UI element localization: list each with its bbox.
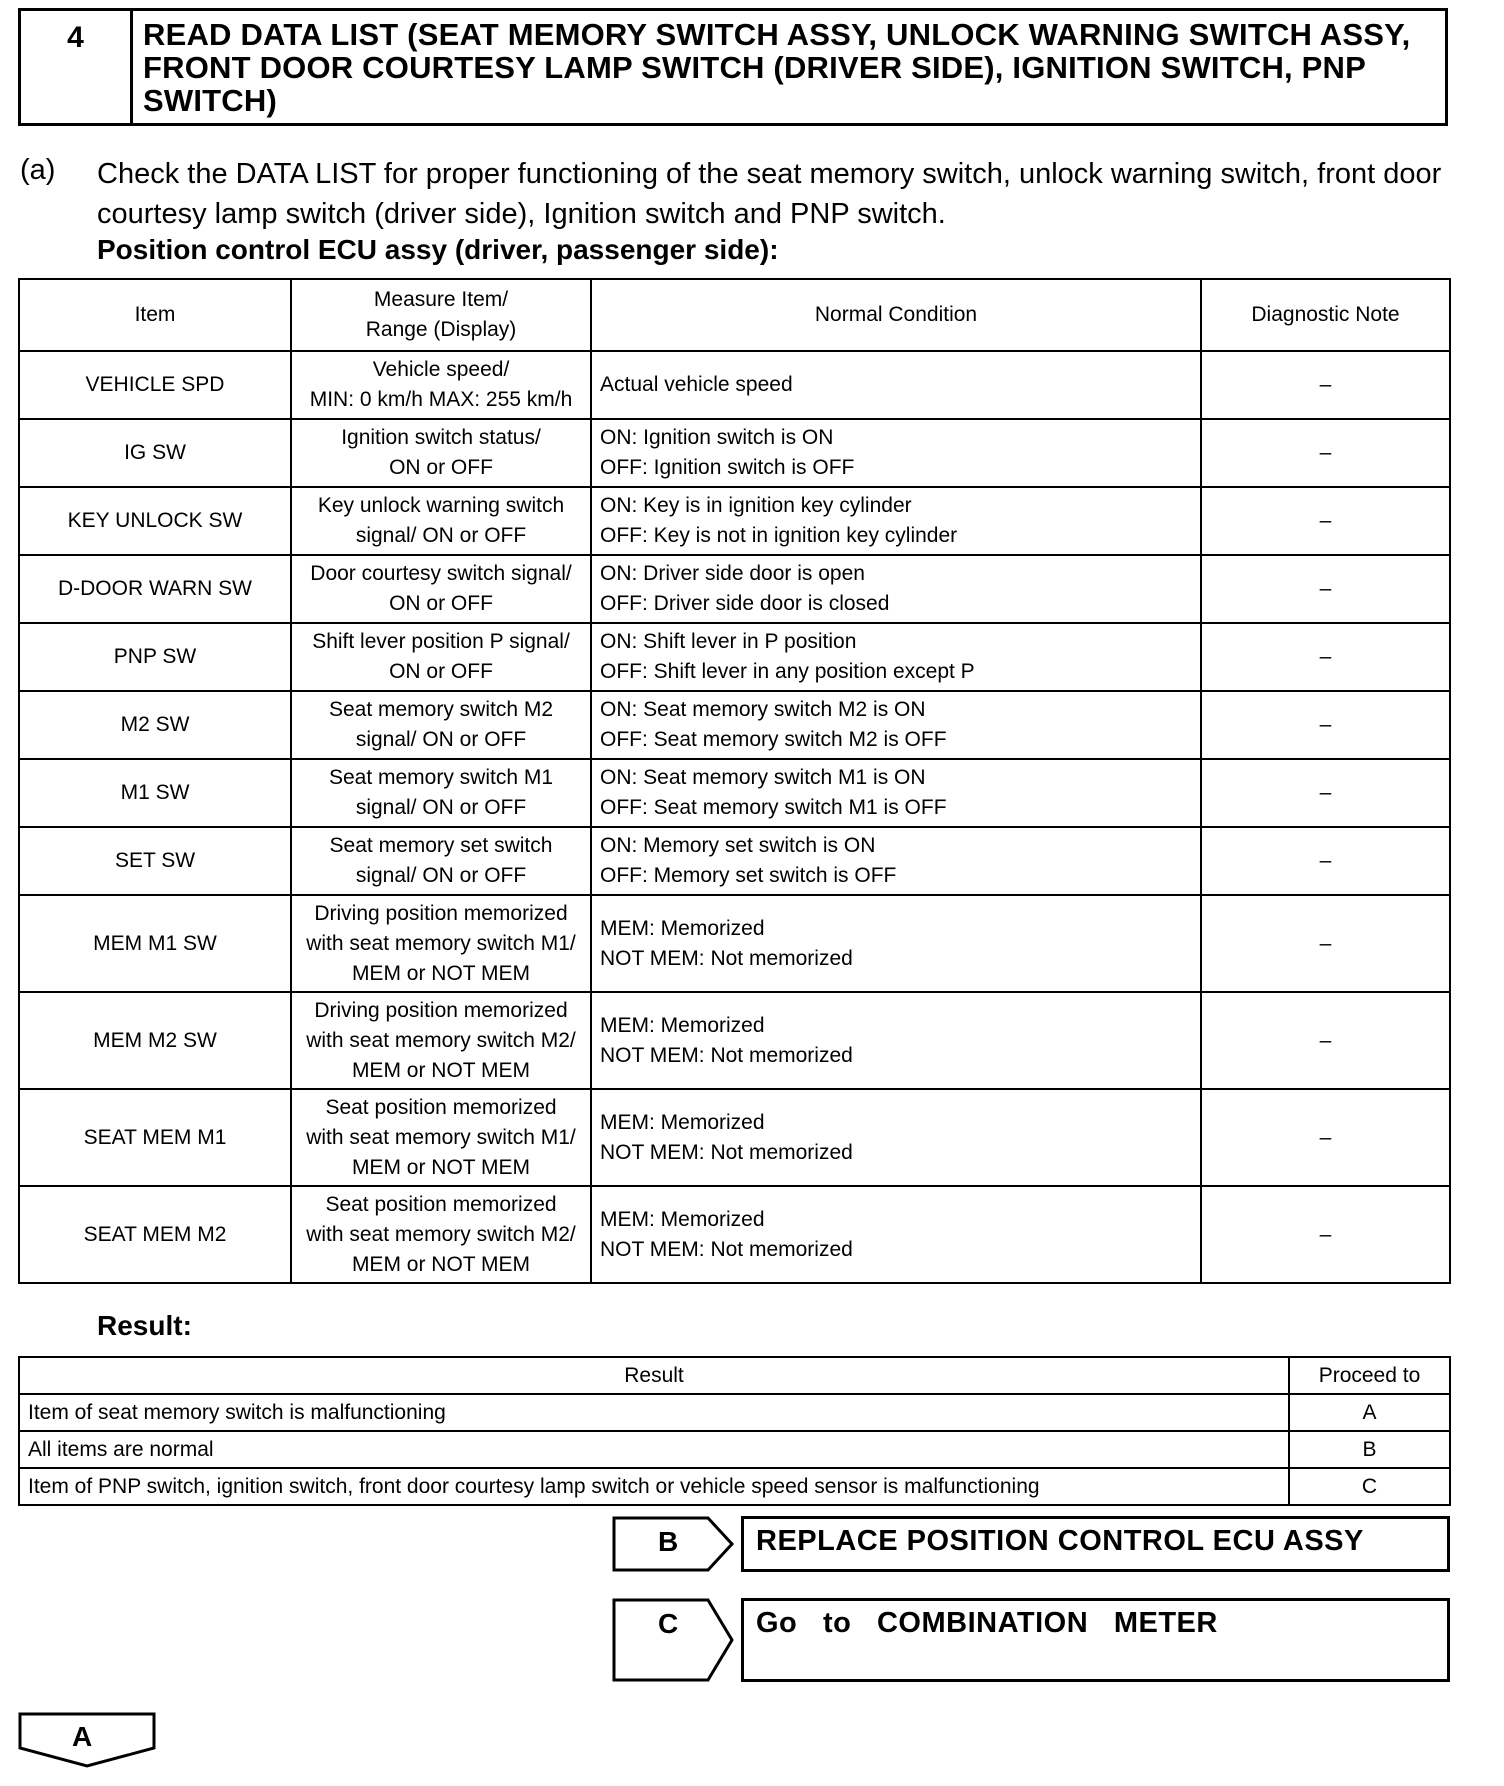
table-row bbox=[19, 895, 1450, 992]
result-row bbox=[19, 1468, 1450, 1505]
cell-measure: Seat memory switch M1 signal/ ON or OFF bbox=[291, 759, 591, 827]
step-title: READ DATA LIST (SEAT MEMORY SWITCH ASSY, UNLOCK WARNING SWITCH ASSY, FRONT DOOR COURTESY LAMP SWITCH (DRIVER SIDE), IGNITION SWITCH, PNP SWITCH) bbox=[143, 17, 1411, 118]
cell-diag: – bbox=[1201, 555, 1450, 623]
cell-item: M1 SW bbox=[19, 759, 291, 827]
cell-diag: – bbox=[1201, 1186, 1450, 1283]
cell-diag: – bbox=[1201, 691, 1450, 759]
cell-measure: Driving position memorized with seat memory switch M2/ MEM or NOT MEM bbox=[291, 992, 591, 1089]
proceed-to: C bbox=[1289, 1468, 1450, 1505]
cell-diag: – bbox=[1201, 759, 1450, 827]
cell-item: SEAT MEM M1 bbox=[19, 1089, 291, 1186]
result-header-proceed: Proceed to bbox=[1289, 1357, 1450, 1394]
instruction-label: (a) bbox=[20, 154, 56, 186]
cell-measure: Key unlock warning switch signal/ ON or OFF bbox=[291, 487, 591, 555]
cell-item: MEM M2 SW bbox=[19, 992, 291, 1089]
table-row bbox=[19, 827, 1450, 895]
cell-item: PNP SW bbox=[19, 623, 291, 691]
table-row bbox=[19, 1089, 1450, 1186]
cell-measure: Shift lever position P signal/ ON or OFF bbox=[291, 623, 591, 691]
table-row bbox=[19, 555, 1450, 623]
cell-normal: Actual vehicle speed bbox=[591, 351, 1201, 419]
result-row bbox=[19, 1431, 1450, 1468]
table-row bbox=[19, 759, 1450, 827]
cell-measure: Seat memory set switch signal/ ON or OFF bbox=[291, 827, 591, 895]
table-row bbox=[19, 623, 1450, 691]
result-text: Item of PNP switch, ignition switch, front door courtesy lamp switch or vehicle speed sensor is malfunctioning bbox=[19, 1468, 1289, 1505]
header-measure: Measure Item/ Range (Display) bbox=[291, 279, 591, 351]
cell-diag: – bbox=[1201, 895, 1450, 992]
table-row bbox=[19, 1186, 1450, 1283]
cell-diag: – bbox=[1201, 487, 1450, 555]
table-row bbox=[19, 691, 1450, 759]
cell-normal: ON: Seat memory switch M2 is ON OFF: Seat memory switch M2 is OFF bbox=[591, 691, 1201, 759]
instruction-text: Check the DATA LIST for proper functioning of the seat memory switch, unlock warning switch, front door courtesy lamp switch (driver side), Ignition switch and PNP switch. bbox=[97, 158, 1442, 230]
cell-diag: – bbox=[1201, 827, 1450, 895]
cell-normal: MEM: Memorized NOT MEM: Not memorized bbox=[591, 1186, 1201, 1283]
data-list-header-row bbox=[19, 279, 1450, 351]
header-normal: Normal Condition bbox=[591, 279, 1201, 351]
table-row bbox=[19, 351, 1450, 419]
result-text: All items are normal bbox=[19, 1431, 1289, 1468]
cell-measure: Door courtesy switch signal/ ON or OFF bbox=[291, 555, 591, 623]
result-heading: Result: bbox=[97, 1310, 192, 1341]
cell-measure: Seat memory switch M2 signal/ ON or OFF bbox=[291, 691, 591, 759]
result-header-row bbox=[19, 1357, 1450, 1394]
cell-normal: MEM: Memorized NOT MEM: Not memorized bbox=[591, 1089, 1201, 1186]
table-row bbox=[19, 419, 1450, 487]
result-header-result: Result bbox=[19, 1357, 1289, 1394]
result-row bbox=[19, 1394, 1450, 1431]
cell-diag: – bbox=[1201, 1089, 1450, 1186]
cell-item: D-DOOR WARN SW bbox=[19, 555, 291, 623]
cell-normal: ON: Ignition switch is ON OFF: Ignition switch is OFF bbox=[591, 419, 1201, 487]
cell-normal: ON: Memory set switch is ON OFF: Memory set switch is OFF bbox=[591, 827, 1201, 895]
cell-item: KEY UNLOCK SW bbox=[19, 487, 291, 555]
cell-item: M2 SW bbox=[19, 691, 291, 759]
header-item: Item bbox=[19, 279, 291, 351]
result-text: Item of seat memory switch is malfunctioning bbox=[19, 1394, 1289, 1431]
cell-measure: Vehicle speed/ MIN: 0 km/h MAX: 255 km/h bbox=[291, 351, 591, 419]
cell-diag: – bbox=[1201, 351, 1450, 419]
arrow-a-letter: A bbox=[72, 1721, 93, 1752]
table-row bbox=[19, 992, 1450, 1089]
replace-ecu-box: REPLACE POSITION CONTROL ECU ASSY bbox=[741, 1516, 1450, 1572]
cell-normal: ON: Seat memory switch M1 is ON OFF: Seat memory switch M1 is OFF bbox=[591, 759, 1201, 827]
result-table bbox=[18, 1356, 1451, 1506]
cell-item: SEAT MEM M2 bbox=[19, 1186, 291, 1283]
cell-measure: Seat position memorized with seat memory switch M2/ MEM or NOT MEM bbox=[291, 1186, 591, 1283]
cell-item: MEM M1 SW bbox=[19, 895, 291, 992]
cell-normal: MEM: Memorized NOT MEM: Not memorized bbox=[591, 895, 1201, 992]
cell-measure: Seat position memorized with seat memory switch M1/ MEM or NOT MEM bbox=[291, 1089, 591, 1186]
cell-normal: ON: Shift lever in P position OFF: Shift lever in any position except P bbox=[591, 623, 1201, 691]
proceed-to: B bbox=[1289, 1431, 1450, 1468]
header-diag: Diagnostic Note bbox=[1201, 279, 1450, 351]
arrow-b-letter: B bbox=[658, 1526, 679, 1557]
cell-normal: ON: Driver side door is open OFF: Driver side door is closed bbox=[591, 555, 1201, 623]
cell-diag: – bbox=[1201, 992, 1450, 1089]
cell-diag: – bbox=[1201, 419, 1450, 487]
cell-normal: ON: Key is in ignition key cylinder OFF: Key is not in ignition key cylinder bbox=[591, 487, 1201, 555]
data-list-table bbox=[18, 278, 1451, 1284]
table-row bbox=[19, 487, 1450, 555]
cell-item: SET SW bbox=[19, 827, 291, 895]
cell-measure: Driving position memorized with seat memory switch M1/ MEM or NOT MEM bbox=[291, 895, 591, 992]
step-header bbox=[18, 8, 1448, 126]
step-number: 4 bbox=[21, 11, 133, 123]
cell-diag: – bbox=[1201, 623, 1450, 691]
cell-item: VEHICLE SPD bbox=[19, 351, 291, 419]
ecu-subheading: Position control ECU assy (driver, passenger side): bbox=[97, 234, 779, 265]
combination-meter-box: Go to COMBINATION METER bbox=[741, 1598, 1450, 1682]
cell-measure: Ignition switch status/ ON or OFF bbox=[291, 419, 591, 487]
proceed-to: A bbox=[1289, 1394, 1450, 1431]
arrow-c-letter: C bbox=[658, 1608, 679, 1639]
cell-item: IG SW bbox=[19, 419, 291, 487]
cell-normal: MEM: Memorized NOT MEM: Not memorized bbox=[591, 992, 1201, 1089]
